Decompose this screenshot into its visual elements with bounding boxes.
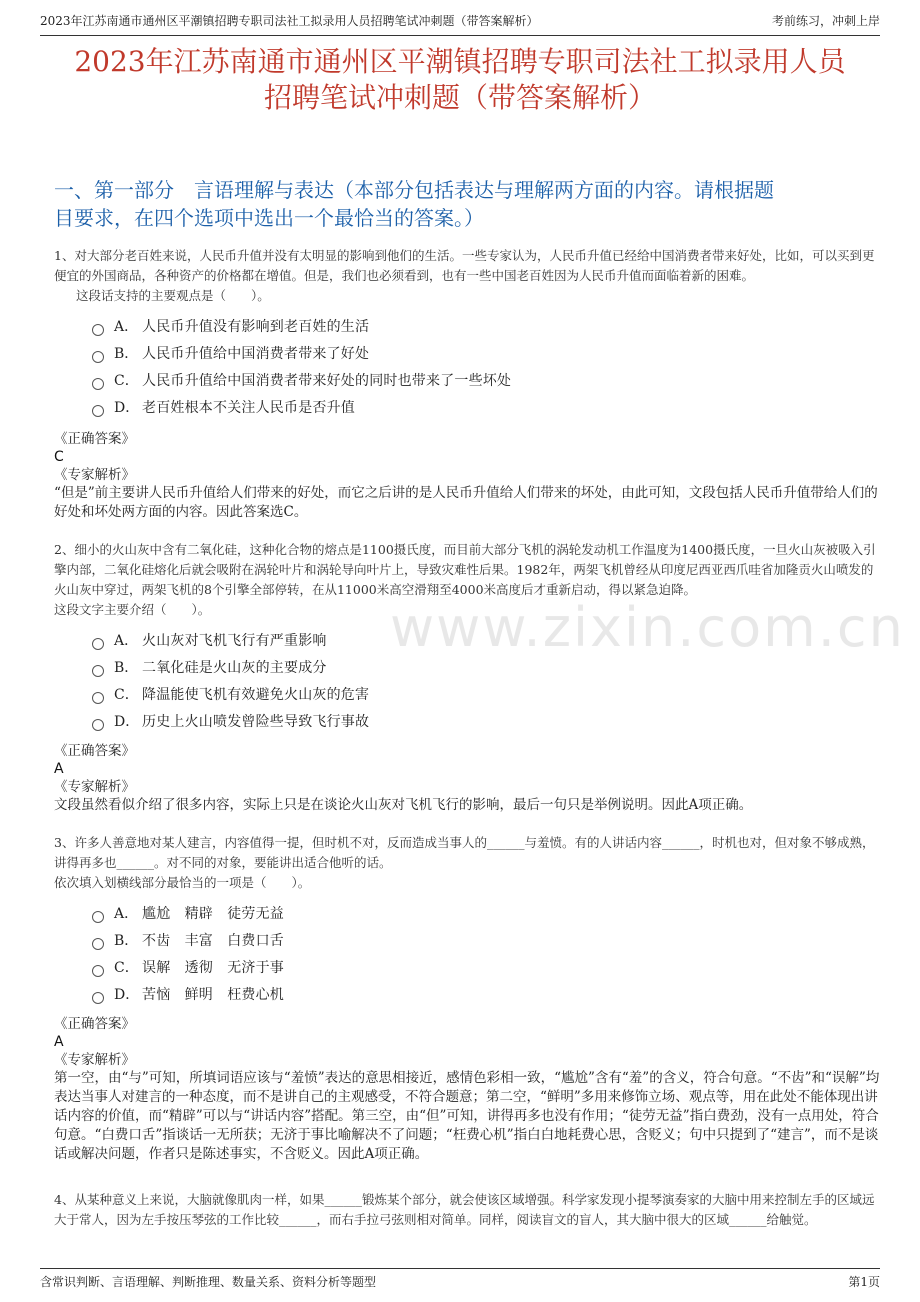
question-1-option-b[interactable]: B． 人民币升值给中国消费者带来了好处 <box>92 339 880 366</box>
correct-answer-label: 《正确答案》 <box>54 1016 135 1032</box>
radio-icon[interactable] <box>92 719 104 731</box>
document-title-line-1: 2023年江苏南通市通州区平潮镇招聘专职司法社工拟录用人员 <box>74 45 846 78</box>
header-document-title: 2023年江苏南通市通州区平潮镇招聘专职司法社工拟录用人员招聘笔试冲刺题（带答案解析） <box>40 14 539 28</box>
radio-icon[interactable] <box>92 938 104 950</box>
document-title-line-2: 招聘笔试冲刺题（带答案解析） <box>263 81 656 114</box>
question-3-option-b[interactable]: B． 不齿 丰富 白费口舌 <box>92 926 880 953</box>
question-3-option-d[interactable]: D． 苦恼 鲜明 枉费心机 <box>92 980 880 1007</box>
question-2-prompt: 这段文字主要介绍（ ）。 <box>54 602 211 617</box>
question-3 <box>54 833 880 1007</box>
footer-question-types: 含常识判断、言语理解、判断推理、数量关系、资料分析等题型 <box>40 1275 377 1289</box>
question-1-option-a[interactable]: A． 人民币升值没有影响到老百姓的生活 <box>92 312 880 339</box>
expert-analysis-label: 《专家解析》 <box>54 1052 135 1068</box>
radio-icon[interactable] <box>92 638 104 650</box>
watermark: www.zixin.com.cn <box>390 596 905 659</box>
question-1-prompt: 这段话支持的主要观点是（ ）。 <box>76 288 270 303</box>
question-2-option-b[interactable]: B． 二氧化硅是火山灰的主要成分 <box>92 653 880 680</box>
question-1-analysis: “但是”前主要讲人民币升值给人们带来的好处，而它之后讲的是人民币升值给人们带来的坏处，由此可知，文段包括人民币升值带给人们的好处和坏处两方面的内容。因此答案选C。 <box>54 485 878 520</box>
radio-icon[interactable] <box>92 351 104 363</box>
radio-icon[interactable] <box>92 692 104 704</box>
question-1-text: 1、对大部分老百姓来说，人民币升值并没有太明显的影响到他们的生活。一些专家认为，人民币升值已经给中国消费者带来好处，比如，可以买到更便宜的外国商品，各种资产的价格都在增值。但是，我们也必须看到，也有一些中国老百姓因为人民币升值而面临着新的困难。 <box>54 248 875 283</box>
question-4 <box>54 1190 880 1230</box>
question-2-analysis: 文段虽然看似介绍了很多内容，实际上只是在谈论火山灰对飞机飞行的影响，最后一句只是举例说明。因此A项正确。 <box>54 797 753 813</box>
page-header <box>40 12 880 36</box>
question-2-option-c[interactable]: C． 降温能使飞机有效避免火山灰的危害 <box>92 680 880 707</box>
document-title <box>40 44 880 116</box>
page-footer <box>40 1268 880 1292</box>
radio-icon[interactable] <box>92 965 104 977</box>
question-2-answer-block <box>54 742 880 815</box>
question-2 <box>54 540 880 734</box>
question-3-option-a[interactable]: A． 尴尬 精辟 徒劳无益 <box>92 899 880 926</box>
question-3-answer: A <box>54 1034 64 1050</box>
question-2-answer: A <box>54 761 64 777</box>
question-3-option-c[interactable]: C． 误解 透彻 无济于事 <box>92 953 880 980</box>
section-heading <box>54 176 880 232</box>
radio-icon[interactable] <box>92 378 104 390</box>
radio-icon[interactable] <box>92 992 104 1004</box>
question-3-options <box>54 899 880 1007</box>
radio-icon[interactable] <box>92 665 104 677</box>
question-4-text: 4、从某种意义上来说，大脑就像肌肉一样，如果______锻炼某个部分，就会使该区域增强。科学家发现小提琴演奏家的大脑中用来控制左手的区域远大于常人，因为左手按压琴弦的工作比较______，而右手拉弓弦则相对简单。同样，阅读盲文的盲人，其大脑中很大的区域______给触觉。 <box>54 1192 875 1227</box>
radio-icon[interactable] <box>92 324 104 336</box>
correct-answer-label: 《正确答案》 <box>54 743 135 759</box>
question-3-answer-block <box>54 1015 880 1164</box>
radio-icon[interactable] <box>92 405 104 417</box>
section-heading-line-1: 一、第一部分 言语理解与表达（本部分包括表达与理解两方面的内容。请根据题 <box>54 178 774 202</box>
question-3-text: 3、许多人善意地对某人建言，内容值得一提，但时机不对，反而造成当事人的______与羞愤。有的人讲话内容______，时机也对，但对象不够成熟，讲得再多也______。对不同的对象，要能讲出适合他听的话。 <box>54 835 875 870</box>
question-2-option-d[interactable]: D． 历史上火山喷发曾险些导致飞行事故 <box>92 707 880 734</box>
question-1-answer: C <box>54 449 64 465</box>
question-1-option-c[interactable]: C． 人民币升值给中国消费者带来好处的同时也带来了一些坏处 <box>92 366 880 393</box>
expert-analysis-label: 《专家解析》 <box>54 779 135 795</box>
question-3-analysis: 第一空，由“与”可知，所填词语应该与“羞愤”表达的意思相接近，感情色彩相一致，“尴尬”含有“羞”的含义，符合句意。“不齿”和“误解”均表达当事人对建言的一种态度，而不是讲自己的主观感受，不符合题意；第二空，“鲜明”多用来修饰立场、观点等，用在此处不能体现出讲话内容的价值，而“精辟”可以与“讲话内容”搭配。第三空，由“但”可知，讲得再多也没有作用；“徒劳无益”指白费劲，没有一点用处，符合句意。“白费口舌”指谈话一无所获；无济于事比喻解决不了问题；“枉费心机”指白白地耗费心思，含贬义；句中只提到了“建言”，而不是谈话或解决问题，作者只是陈述事实，不含贬义。因此A项正确。 <box>54 1070 880 1162</box>
radio-icon[interactable] <box>92 911 104 923</box>
question-3-prompt: 依次填入划横线部分最恰当的一项是（ ）。 <box>54 875 311 890</box>
question-1 <box>54 246 880 420</box>
page-number: 第1页 <box>848 1275 880 1289</box>
header-slogan: 考前练习，冲刺上岸 <box>771 14 880 28</box>
question-2-text: 2、细小的火山灰中含有二氧化硅，这种化合物的熔点是1100摄氏度，而目前大部分飞机的涡轮发动机工作温度为1400摄氏度，一旦火山灰被吸入引擎内部，二氧化硅熔化后就会吸附在涡轮叶片和涡轮导向叶片上，导致灾难性后果。1982年，两架飞机曾经从印度尼西亚西爪哇省加隆贡火山喷发的火山灰中穿过，两架飞机的8个引擎全部停转，在从11000米高空滑翔至4000米高度后才重新启动，得以紧急迫降。 <box>54 542 876 597</box>
question-1-option-d[interactable]: D． 老百姓根本不关注人民币是否升值 <box>92 393 880 420</box>
question-2-option-a[interactable]: A． 火山灰对飞机飞行有严重影响 <box>92 626 880 653</box>
section-heading-line-2: 目要求，在四个选项中选出一个最恰当的答案。） <box>54 206 484 230</box>
expert-analysis-label: 《专家解析》 <box>54 467 135 483</box>
question-1-options <box>54 312 880 420</box>
question-1-answer-block <box>54 430 880 522</box>
correct-answer-label: 《正确答案》 <box>54 431 135 447</box>
question-2-options <box>54 626 880 734</box>
